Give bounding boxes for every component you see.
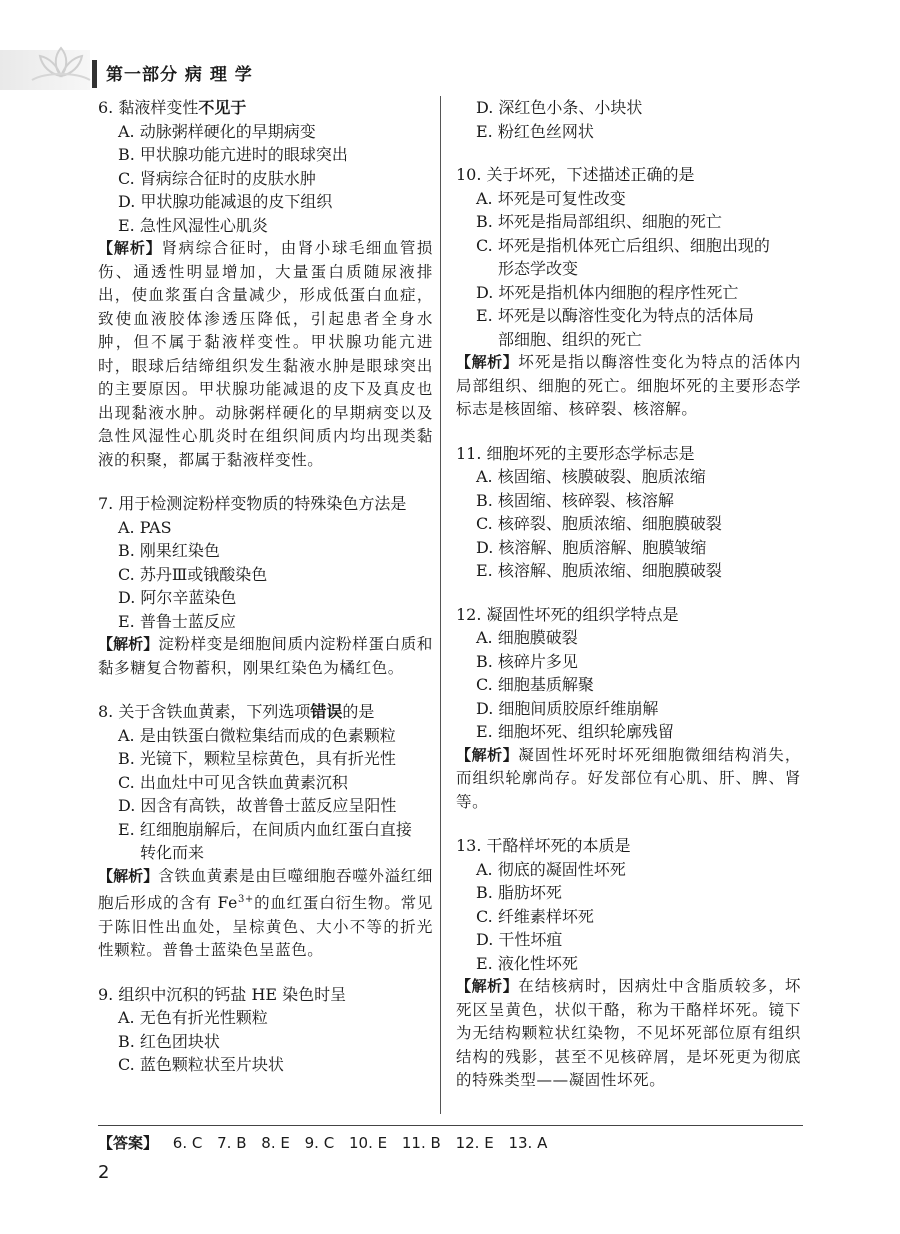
explanation: 【解析】凝固性坏死时坏死细胞微细结构消失，而组织轮廓尚存。好发部位有心肌、肝、脾、肾等。: [456, 745, 801, 811]
option-a: A. 是由铁蛋白微粒集结而成的色素颗粒: [118, 725, 396, 745]
question-stem: 13. 干酪样坏死的本质是: [456, 836, 631, 855]
left-column: [98, 96, 433, 1097]
question-stem: 12. 凝固性坏死的组织学特点是: [456, 604, 679, 624]
superscript: 3+: [237, 894, 254, 905]
option-c: C. 出血灶中可见含铁血黄素沉积: [118, 772, 348, 792]
option-b: B. 核固缩、核碎裂、核溶解: [476, 490, 674, 510]
option-b: B. 坏死是指局部组织、细胞的死亡: [476, 212, 722, 231]
option-a: A. 细胞膜破裂: [476, 628, 578, 647]
header-accent-bar: [92, 60, 97, 88]
option-a: A. 无色有折光性颗粒: [118, 1008, 268, 1028]
answer-item: 12. E: [455, 1134, 494, 1152]
explanation-tag: 【解析】: [98, 239, 162, 257]
option-b: B. 红色团块状: [118, 1031, 220, 1051]
option-d: D. 深红色小条、小块状: [476, 98, 643, 117]
question-stem: 8. 关于含铁血黄素，下列选项错误的是: [98, 702, 375, 721]
explanation-tag: 【解析】: [456, 353, 519, 371]
answer-item: 13. A: [508, 1134, 548, 1152]
option-e: E. 坏死是以酶溶性变化为特点的活体局 部细胞、组织的死亡: [476, 306, 754, 349]
question-7: [98, 492, 433, 680]
option-a: A. PAS: [118, 517, 172, 537]
explanation-tag: 【解析】: [98, 635, 159, 653]
explanation-tag: 【解析】: [456, 977, 519, 995]
answer-item: 7. B: [217, 1134, 247, 1152]
column-divider: [440, 96, 441, 1114]
option-e: E. 液化性坏死: [476, 953, 578, 973]
option-e: E. 红细胞崩解后，在间质内血红蛋白直接 转化而来: [118, 819, 412, 862]
lotus-logo-icon: [26, 40, 96, 90]
option-d: D. 坏死是指机体内细胞的程序性死亡: [476, 282, 739, 302]
answer-item: 8. E: [261, 1134, 290, 1152]
question-9: [98, 983, 433, 1077]
emphasis-text: 错误: [310, 702, 343, 721]
explanation-tag: 【解析】: [456, 745, 519, 764]
option-c: C. 肾病综合征时的皮肤水肿: [118, 168, 316, 188]
option-e: E. 核溶解、胞质浓缩、细胞膜破裂: [476, 561, 722, 580]
option-d: D. 因含有高铁，故普鲁士蓝反应呈阳性: [118, 796, 397, 815]
option-c: C. 核碎裂、胞质浓缩、细胞膜破裂: [476, 514, 722, 533]
option-a: A. 核固缩、核膜破裂、胞质浓缩: [476, 467, 706, 486]
section-title: 第一部分 病 理 学: [106, 65, 253, 85]
option-b: B. 核碎片多见: [476, 651, 578, 671]
option-e: E. 细胞坏死、组织轮廓残留: [476, 722, 674, 741]
right-column: [456, 96, 801, 1113]
question-stem: 11. 细胞坏死的主要形态学标志是: [456, 443, 695, 463]
option-e: E. 普鲁士蓝反应: [118, 611, 236, 631]
option-e: E. 急性风湿性心肌炎: [118, 215, 268, 235]
page-number: 2: [98, 1162, 110, 1183]
option-a: A. 动脉粥样硬化的早期病变: [118, 121, 316, 141]
explanation: 【解析】含铁血黄素是由巨噬细胞吞噬外溢红细胞后形成的含有 $Fe^{3+}$的血红蛋白衍生物。常见于陈旧性出血处，呈棕黄色、大小不等的折光性颗粒。普鲁士蓝染色呈蓝色。: [98, 866, 433, 960]
option-d: D. 甲状腺功能减退的皮下组织: [118, 192, 333, 211]
option-b: B. 脂肪坏死: [476, 883, 562, 902]
option-e: E. 粉红色丝网状: [476, 121, 594, 141]
option-c: C. 蓝色颗粒状至片块状: [118, 1055, 284, 1075]
question-stem: 7. 用于检测淀粉样变物质的特殊染色方法是: [98, 494, 407, 513]
question-11: [456, 442, 801, 583]
question-stem: 6. 黏液样变性不见于: [98, 98, 247, 117]
question-12: [456, 603, 801, 815]
question-13: [456, 834, 801, 1093]
option-b: B. 甲状腺功能亢进时的眼球突出: [118, 145, 348, 164]
question-9-continued: [456, 96, 801, 143]
question-10: [456, 163, 801, 422]
explanation: 【解析】淀粉样变是细胞间质内淀粉样蛋白质和黏多糖复合物蓄积，刚果红染色为橘红色。: [98, 635, 433, 677]
option-c: C. 细胞基质解聚: [476, 675, 594, 694]
option-c: C. 坏死是指机体死亡后组织、细胞出现的 形态学改变: [476, 235, 770, 278]
answer-item: 11. B: [401, 1134, 441, 1152]
option-a: A. 彻底的凝固性坏死: [476, 859, 626, 879]
explanation: 【解析】坏死是指以酶溶性变化为特点的活体内局部组织、细胞的死亡。细胞坏死的主要形态学标志是核固缩、核碎裂、核溶解。: [456, 353, 801, 418]
question-8: [98, 700, 433, 963]
answer-key: [98, 1125, 803, 1160]
option-d: D. 阿尔辛蓝染色: [118, 588, 237, 607]
question-6: [98, 96, 433, 472]
question-stem: 10. 关于坏死，下述描述正确的是: [456, 165, 695, 184]
question-stem: 9. 组织中沉积的钙盐 HE 染色时呈: [98, 984, 347, 1004]
option-d: D. 干性坏疽: [476, 930, 563, 949]
option-d: D. 细胞间质胶原纤维崩解: [476, 698, 659, 718]
answer-item: 9. C: [304, 1134, 335, 1152]
explanation-tag: 【解析】: [98, 866, 159, 885]
answer-item: 6. C: [172, 1134, 203, 1152]
option-a: A. 坏死是可复性改变: [476, 188, 626, 208]
answer-tag: 【答案】: [98, 1134, 159, 1152]
option-d: D. 核溶解、胞质溶解、胞膜皱缩: [476, 537, 707, 557]
explanation: 【解析】在结核病时，因病灶中含脂质较多，坏死区呈黄色，状似干酪，称为干酪样坏死。镜下为无结构颗粒状红染物，不见坏死部位原有组织结构的残影，甚至不见核碎屑，是坏死更为彻底的特殊类型——凝固性坏死。: [456, 977, 801, 1089]
option-c: C. 苏丹Ⅲ或锇酸染色: [118, 564, 268, 584]
emphasis-text: 不见于: [198, 98, 247, 117]
option-b: B. 刚果红染色: [118, 541, 220, 560]
explanation: 【解析】肾病综合征时，由肾小球毛细血管损伤、通透性明显增加，大量蛋白质随尿液排出，使血浆蛋白含量减少，形成低蛋白血症，致使血液胶体渗透压降低，引起患者全身水肿，但不属于黏液样变性。甲状腺功能亢进时，眼球后结缔组织发生黏液水肿是眼球突出的主要原因。甲状腺功能减退的皮下及真皮也出现黏液水肿。动脉粥样硬化的早期病变以及急性风湿性心肌炎时在组织间质内均出现类黏液的积聚，都属于黏液样变性。: [98, 239, 433, 469]
option-b: B. 光镜下，颗粒呈棕黄色，具有折光性: [118, 749, 396, 768]
answer-item: 10. E: [348, 1134, 388, 1152]
option-c: C. 纤维素样坏死: [476, 906, 594, 926]
